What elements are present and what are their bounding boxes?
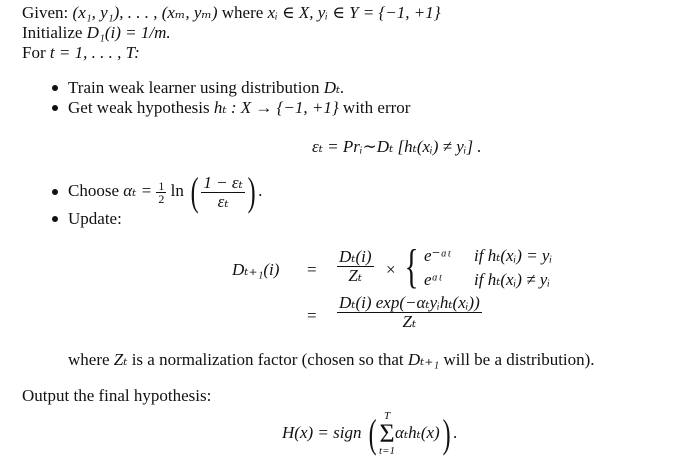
update-fraction-1-numerator: Dₜ(i) <box>339 247 372 266</box>
final-end: . <box>453 423 458 442</box>
step-hypothesis-expression: hₜ : X → {−1, +1} <box>213 98 339 117</box>
alpha-numerator: 1 − εₜ <box>203 172 243 192</box>
initialize-expression: D₁(i) = 1/m. <box>86 23 171 42</box>
step-hypothesis <box>68 98 410 118</box>
given-expression: (x₁, y₁), . . . , (xₘ, yₘ) <box>72 3 218 22</box>
update-fraction-1-denominator: Zₜ <box>348 266 363 285</box>
open-paren: ( <box>190 169 199 214</box>
update-fraction-2 <box>337 294 482 331</box>
given-where-label: where <box>221 3 264 22</box>
alpha-denominator: εₜ <box>217 191 229 211</box>
error-equation: εₜ = Prᵢ∼Dₜ [hₜ(xᵢ) ≠ yᵢ] . <box>312 137 482 156</box>
alpha-fraction <box>201 174 244 211</box>
half-fraction <box>156 180 166 205</box>
normalization-prefix: where <box>68 350 110 369</box>
choose-alpha-lhs: αₜ = <box>123 180 153 200</box>
for-expression: t = 1, . . . , T: <box>49 43 140 62</box>
bullet-icon <box>52 85 58 91</box>
output-label: Output the final hypothesis: <box>22 386 212 405</box>
for-line <box>22 43 140 63</box>
update-eq1: = <box>307 260 317 279</box>
sum-top: T <box>383 410 391 423</box>
normalization-d: Dₜ₊₁ <box>407 350 440 369</box>
final-term: αₜhₜ(x) <box>395 423 440 442</box>
half-denominator: 2 <box>158 191 165 206</box>
given-where-expression: xᵢ ∈ X, yᵢ ∈ Y = {−1, +1} <box>267 3 441 22</box>
step-train-expression: Dₜ. <box>323 78 345 97</box>
bullet-icon <box>52 105 58 111</box>
initialize-line <box>22 23 171 43</box>
step-hypothesis-suffix: with error <box>342 98 411 117</box>
given-label: Given: <box>22 3 69 22</box>
case2-condition: if hₜ(xᵢ) ≠ yᵢ <box>474 270 551 289</box>
for-label: For <box>22 43 46 62</box>
initialize-label: Initialize <box>22 23 83 42</box>
normalization-line <box>68 350 595 370</box>
sigma-icon: Σ <box>379 419 395 449</box>
half-numerator: 1 <box>158 178 165 193</box>
final-open-paren: ( <box>368 411 377 457</box>
case1-value: e⁻ᵅᵗ <box>424 246 451 265</box>
bullet-icon <box>52 216 58 222</box>
update-fraction-1 <box>337 248 374 285</box>
step-train <box>68 78 344 98</box>
cases-brace: { <box>404 240 419 293</box>
update-lhs: Dₜ₊₁(i) <box>232 260 280 279</box>
update-label: Update: <box>68 209 122 228</box>
update-times: × <box>386 260 396 279</box>
final-lhs: H(x) = sign <box>282 423 362 442</box>
case1-condition: if hₜ(xᵢ) = yᵢ <box>474 246 553 265</box>
normalization-middle: is a normalization factor (chosen so that <box>131 350 404 369</box>
case2-value: eᵅᵗ <box>424 270 442 289</box>
choose-end: . <box>258 180 263 200</box>
normalization-suffix: will be a distribution). <box>443 350 595 369</box>
sum-operator <box>379 411 395 457</box>
update-eq2: = <box>307 306 317 325</box>
update-fraction-2-numerator: Dₜ(i) exp(−αₜyᵢhₜ(xᵢ)) <box>339 293 480 312</box>
normalization-z: Zₜ <box>113 350 128 369</box>
update-fraction-2-denominator: Zₜ <box>402 312 417 331</box>
choose-line <box>68 169 263 214</box>
sum-bottom: t=1 <box>379 445 396 458</box>
final-equation <box>282 410 457 457</box>
bullet-icon <box>52 189 58 195</box>
ln-label: ln <box>170 180 184 200</box>
final-close-paren: ) <box>442 411 451 457</box>
choose-label: Choose <box>68 180 119 200</box>
given-line <box>22 3 441 23</box>
step-hypothesis-text: Get weak hypothesis <box>68 98 210 117</box>
close-paren: ) <box>247 169 256 214</box>
step-train-text: Train weak learner using distribution <box>68 78 320 97</box>
